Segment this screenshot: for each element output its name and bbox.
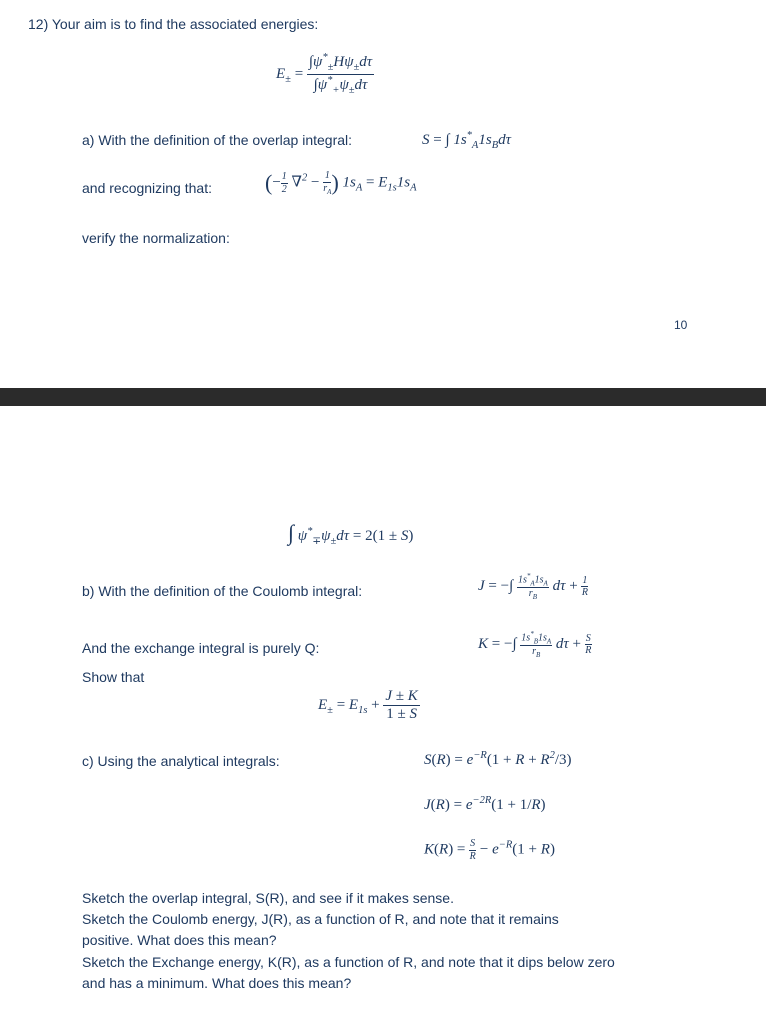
question-1: Sketch the overlap integral, S(R), and see if it makes sense. — [82, 890, 454, 906]
hamiltonian-equation: (− $\frac{1}{2}$ ∇$^2$ − $\frac{1}{r_A}$ ) $1s_A = E_{1s}1s_A$ — [265, 170, 417, 196]
s-formula: $S(R) = e^{-R}(1 + R + R^2/3)$ — [424, 750, 572, 768]
coulomb-equation: J = −∫ $\frac{1s^*_A1s_A}{r_B}$ dτ + $\frac{1}{R}$ — [478, 572, 588, 602]
exchange-equation: K = −∫ $\frac{1s^*_B1s_A}{r_B}$ dτ + $\frac{S}{R}$ — [478, 630, 592, 660]
question-3-line-2: and has a minimum. What does this mean? — [82, 975, 352, 991]
show-label: Show that — [82, 669, 145, 685]
part-b-label: b) With the definition of the Coulomb integral: — [82, 583, 363, 599]
exchange-label: And the exchange integral is purely Q: — [82, 640, 320, 656]
j-formula: $J(R) = e^{-2R}(1 + 1/R)$ — [424, 795, 546, 813]
recognize-label: and recognizing that: — [82, 180, 212, 196]
part-a-label: a) With the definition of the overlap integral: — [82, 132, 353, 148]
overlap-equation: S = ∫ $1s^*_A1s_Bd\tau$ — [422, 130, 511, 151]
normalization-equation: ∫ $\psi^*_\mp\psi_\pm d\tau = 2(1 \pm S)$ — [288, 520, 414, 547]
energy-equation: $E_\pm$ = $\frac{\int\psi^*_\pm H\psi_\pm d\tau}{\int\psi^*_+\psi_\pm d\tau}$ — [276, 52, 373, 97]
part-c-label: c) Using the analytical integrals: — [82, 753, 280, 769]
energy-result-equation: $E_\pm = E_{1s}$ + $\frac{J \pm K}{1 \pm S}$ — [318, 688, 418, 723]
verify-label: verify the normalization: — [82, 230, 230, 246]
question-title: 12) Your aim is to find the associated energies: — [28, 16, 319, 32]
page-divider — [0, 388, 766, 406]
question-2-line-1: Sketch the Coulomb energy, J(R), as a function of R, and note that it remains — [82, 911, 559, 927]
question-3-line-1: Sketch the Exchange energy, K(R), as a function of R, and note that it dips below zero — [82, 954, 615, 970]
question-2-line-2: positive. What does this mean? — [82, 932, 277, 948]
k-formula: K(R) = $\frac{S}{R}$ − $e^{-R}(1 + R)$ — [424, 838, 555, 862]
page-number: 10 — [674, 318, 688, 332]
